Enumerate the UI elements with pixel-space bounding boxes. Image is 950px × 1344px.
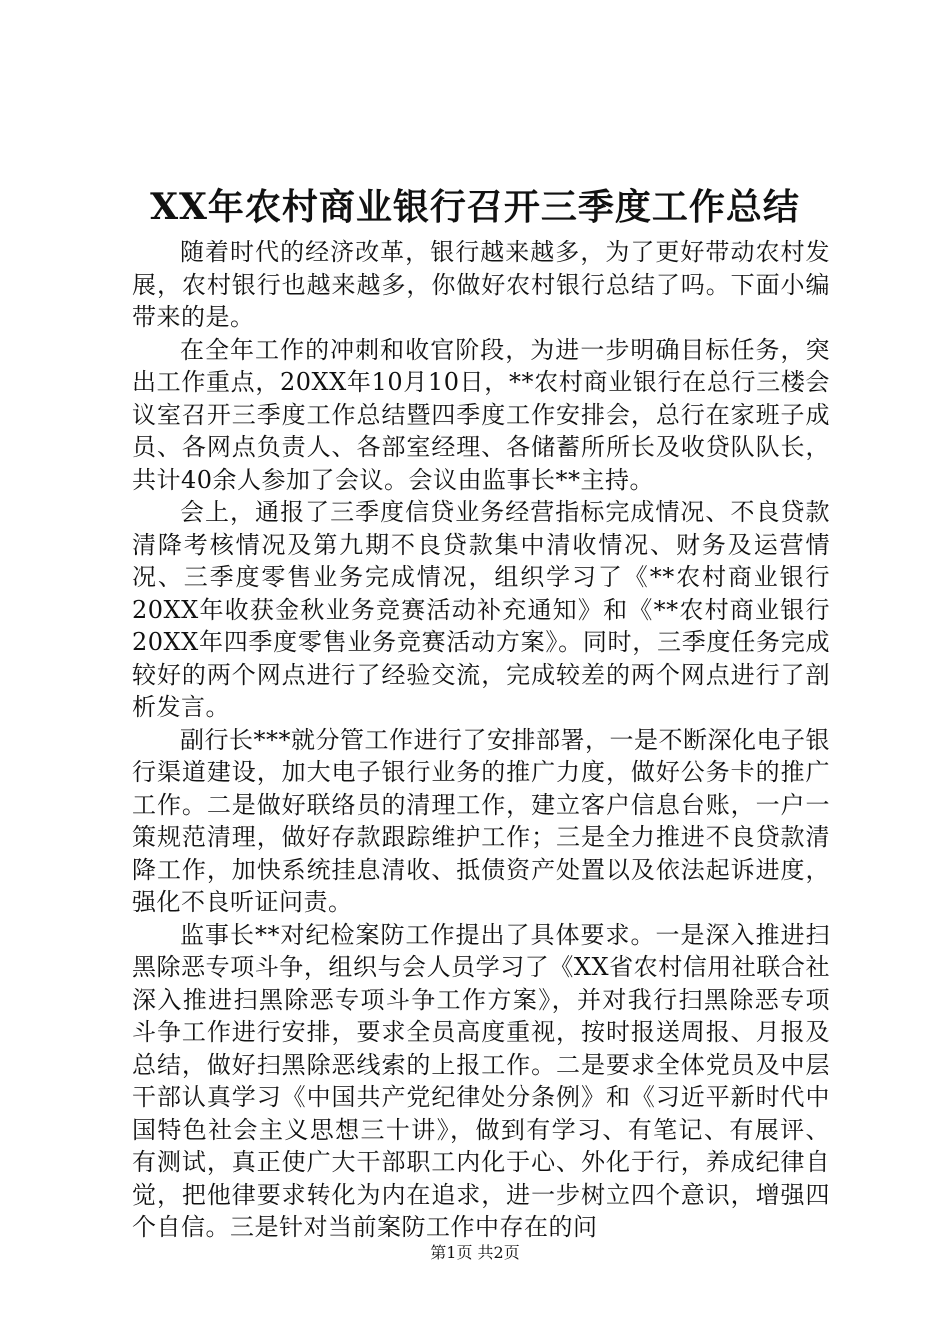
page-number: 第1页 共2页 [430, 1243, 520, 1262]
paragraph-meeting: 在全年工作的冲刺和收官阶段，为进一步明确目标任务，突出工作重点，20XX年10月10日，**农村商业银行在总行三楼会议室召开三季度工作总结暨四季度工作安排会，总行在家班子成员、各网点负责人、各部室经理、各储蓄所所长及收贷队队长，共计40余人参加了会议。会议由监事长**主持。 [132, 335, 830, 494]
document-title: XX年农村商业银行召开三季度工作总结 [150, 186, 800, 228]
paragraph-intro: 随着时代的经济改革，银行越来越多，为了更好带动农村发展，农村银行也越来越多，你做好农村银行总结了吗。下面小编带来的是。 [132, 238, 830, 331]
paragraph-vice-president: 副行长***就分管工作进行了安排部署，一是不断深化电子银行渠道建设，加大电子银行业务的推广力度，做好公务卡的推广工作。二是做好联络员的清理工作，建立客户信息台账，一户一策规范清理，做好存款跟踪维护工作；三是全力推进不良贷款清降工作，加快系统挂息清收、抵债资产处置以及依法起诉进度，强化不良听证问责。 [132, 725, 830, 916]
document-body [132, 236, 830, 1244]
paragraph-report: 会上，通报了三季度信贷业务经营指标完成情况、不良贷款清降考核情况及第九期不良贷款集中清收情况、财务及运营情况、三季度零售业务完成情况，组织学习了《**农村商业银行20XX年收获金秋业务竞赛活动补充通知》和《**农村商业银行20XX年四季度零售业务竞赛活动方案》。同时，三季度任务完成较好的两个网点进行了经验交流，完成较差的两个网点进行了剖析发言。 [132, 498, 830, 721]
paragraph-supervisor: 监事长**对纪检案防工作提出了具体要求。一是深入推进扫黑除恶专项斗争，组织与会人员学习了《XX省农村信用社联合社深入推进扫黑除恶专项斗争工作方案》，并对我行扫黑除恶专项斗争工作进行安排，要求全员高度重视，按时报送周报、月报及总结，做好扫黑除恶线索的上报工作。二是要求全体党员及中层干部认真学习《中国共产党纪律处分条例》和《习近平新时代中国特色社会主义思想三十讲》，做到有学习、有笔记、有展评、有测试，真正使广大干部职工内化于心、外化于行，养成纪律自觉，把他律要求转化为内在追求，进一步树立四个意识，增强四个自信。三是针对当前案防工作中存在的问 [132, 920, 830, 1241]
